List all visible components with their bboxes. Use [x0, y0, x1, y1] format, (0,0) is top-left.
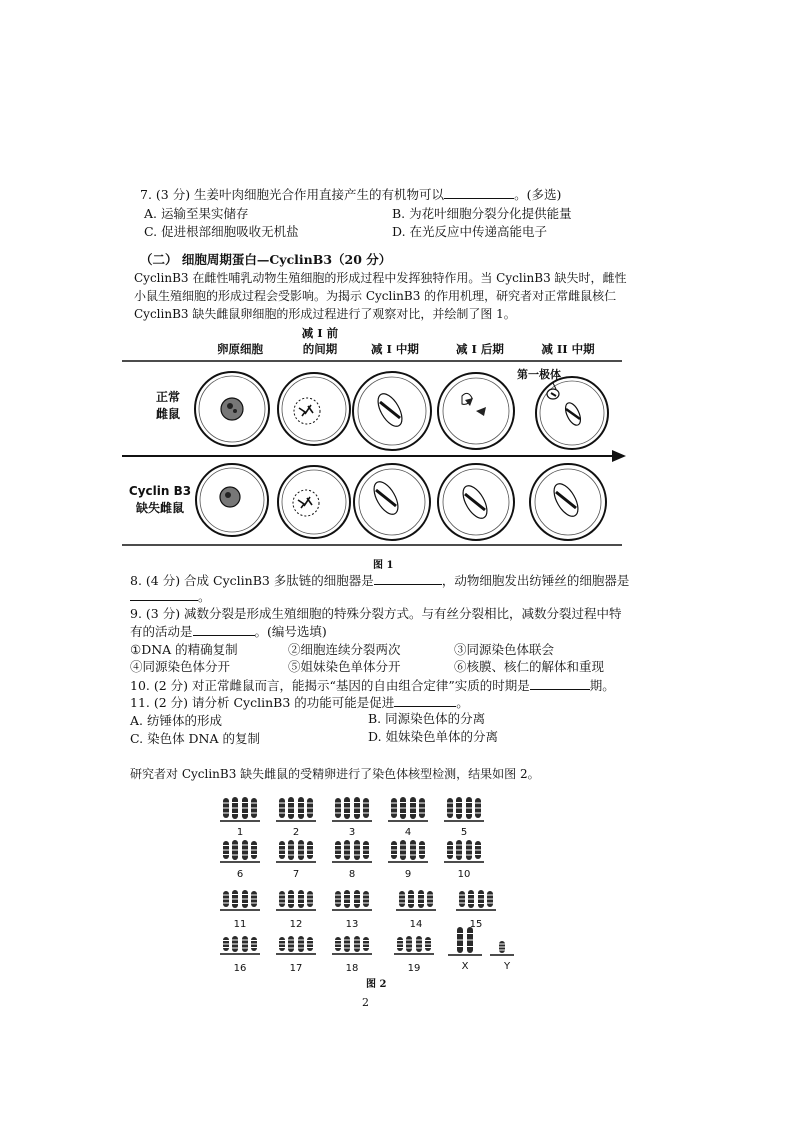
q9-option-5: ⑤姐妹染色单体分开: [288, 659, 401, 674]
chromosome-label: 16: [233, 963, 247, 974]
page-number: 2: [362, 996, 369, 1009]
chromosome-label: 3: [348, 827, 356, 838]
chromosome-pair: [332, 797, 372, 821]
chromosome-pair: [220, 797, 260, 821]
chromosome-pair: [276, 797, 316, 821]
chromosome-label: 10: [457, 869, 471, 880]
q7-stem-tail: 。(多选): [514, 187, 562, 202]
chromosome-label: 6: [236, 869, 244, 880]
q9-line1: 9. (3 分) 减数分裂是形成生殖细胞的特殊分裂方式。与有丝分裂相比，减数分裂过程中特: [130, 606, 622, 621]
chromosome-x: [448, 927, 482, 955]
fig1-polar-body-label: 第一极体: [517, 368, 561, 381]
fig1-col-meiosis1-metaphase: 减 I 中期: [371, 342, 419, 356]
fig2-caption: 图 2: [366, 979, 387, 990]
fig1-row-mutant: Cyclin B3 缺失雌鼠: [128, 484, 192, 515]
fig1-col-oogonium: 卵原细胞: [217, 342, 263, 356]
chromosome-pair: [456, 890, 496, 910]
q9-line2-text: 有的活动是: [130, 624, 193, 639]
q9-option-1: ①DNA 的精确复制: [130, 642, 238, 657]
chromosome-pair: [220, 936, 260, 954]
chromosome-pair: [220, 890, 260, 910]
chromosome-pair: [332, 890, 372, 910]
chromosome-pair: [332, 936, 372, 954]
chromosome-pair: [276, 890, 316, 910]
chromosome-label: 12: [289, 919, 303, 930]
q11-option-d: D. 姐妹染色单体的分离: [368, 729, 499, 744]
chromosome-pair: [444, 840, 484, 862]
chromosome-label: 4: [404, 827, 412, 838]
chromosome-label-x: X: [461, 961, 469, 972]
section2-intro-line1: CyclinB3 在雌性哺乳动物生殖细胞的形成过程中发挥独特作用。当 CyclinB3 缺失时，雌性: [134, 271, 627, 285]
q9-option-6: ⑥核膜、核仁的解体和重现: [454, 659, 605, 674]
fig1-col-meiosis2-metaphase: 减 II 中期: [541, 342, 595, 356]
chromosome-pair: [332, 840, 372, 862]
chromosome-pair: [276, 840, 316, 862]
chromosome-label: 14: [409, 919, 423, 930]
q9-line2-tail: 。(编号选填): [254, 624, 327, 639]
chromosome-label: 15: [469, 919, 483, 930]
chromosome-y: [490, 941, 514, 955]
q7-option-c: C. 促进根部细胞吸收无机盐: [144, 224, 299, 239]
section2-intro-line3: CyclinB3 缺失雌鼠卵细胞的形成过程进行了观察对比，并绘制了图 1。: [134, 307, 516, 321]
q10-stem-tail: 期。: [589, 678, 615, 693]
q7-option-a: A. 运输至果实储存: [144, 206, 249, 221]
chromosome-pair: [396, 890, 436, 910]
chromosome-pair: [388, 840, 428, 862]
chromosome-label: 7: [292, 869, 300, 880]
chromosome-label-y: Y: [503, 961, 511, 972]
section2-title: （二） 细胞周期蛋白—CyclinB3（20 分）: [140, 252, 392, 267]
chromosome-pair: [444, 797, 484, 821]
fig1-col-meiosis1-anaphase: 减 I 后期: [456, 342, 504, 356]
q7-option-d: D. 在光反应中传递高能电子: [392, 224, 548, 239]
chromosome-pair: [276, 936, 316, 954]
chromosome-label: 2: [292, 827, 300, 838]
chromosome-label: 5: [460, 827, 468, 838]
q8-stem-end: 。: [198, 589, 211, 604]
chromosome-label: 17: [289, 963, 303, 974]
fig1-col-interphase: 减 I 前 的间期: [301, 326, 339, 356]
karyotype-intro: 研究者对 CyclinB3 缺失雌鼠的受精卵进行了染色体核型检测，结果如图 2。: [130, 767, 540, 781]
q11-stem-text: 11. (2 分) 请分析 CyclinB3 的功能可能是促进: [130, 695, 395, 710]
fig1-caption: 图 1: [373, 560, 394, 571]
chromosome-label: 8: [348, 869, 356, 880]
chromosome-pair: [220, 840, 260, 862]
q9-option-4: ④同源染色体分开: [130, 659, 231, 674]
chromosome-label: 1: [236, 827, 244, 838]
q11-option-a: A. 纺锤体的形成: [130, 713, 222, 728]
q11-option-c: C. 染色体 DNA 的复制: [130, 731, 260, 746]
chromosome-label: 19: [407, 963, 421, 974]
q7-stem-text: 7. (3 分) 生姜叶肉细胞光合作用直接产生的有机物可以: [140, 187, 445, 202]
fig1-row-normal: 正常 雌鼠: [155, 390, 180, 421]
chromosome-label: 9: [404, 869, 412, 880]
chromosome-label: 18: [345, 963, 359, 974]
q9-option-2: ②细胞连续分裂两次: [288, 642, 401, 657]
section2-intro-line2: 小鼠生殖细胞的形成过程会受影响。为揭示 CyclinB3 的作用机理，研究者对正常雌鼠核仁: [134, 289, 617, 303]
q11-stem-tail: 。: [456, 695, 469, 710]
chromosome-pair: [388, 797, 428, 821]
q8-stem-middle: ，动物细胞发出纺锤丝的细胞器是: [441, 573, 630, 588]
q8-stem-text: 8. (4 分) 合成 CyclinB3 多肽链的细胞器是: [130, 573, 374, 588]
q7-option-b: B. 为花叶细胞分裂分化提供能量: [392, 206, 572, 221]
chromosome-label: 11: [233, 919, 247, 930]
chromosome-label: 13: [345, 919, 359, 930]
chromosome-pair: [394, 936, 434, 954]
q11-option-b: B. 同源染色体的分离: [368, 711, 486, 726]
q10-stem-text: 10. (2 分) 对正常雌鼠而言，能揭示“基因的自由组合定律”实质的时期是: [130, 678, 530, 693]
q9-option-3: ③同源染色体联会: [454, 642, 555, 657]
